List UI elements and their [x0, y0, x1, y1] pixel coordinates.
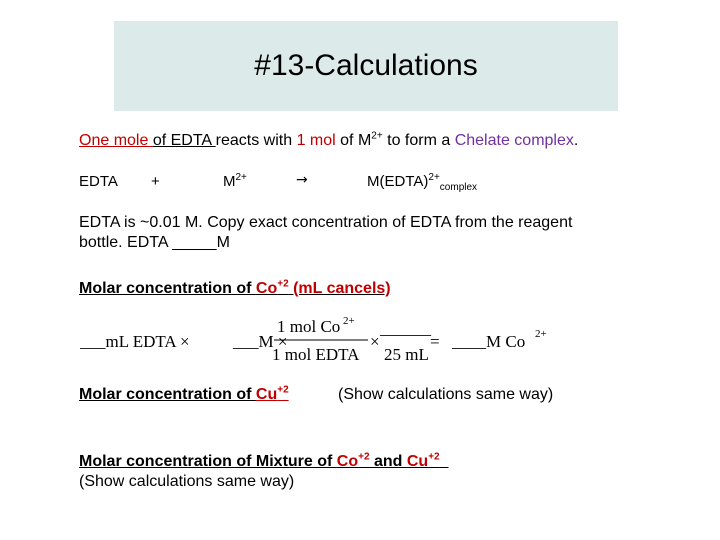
cobalt-symbol: $Co^{+2}$ — [255, 278, 289, 297]
period-text: . — [573, 132, 579, 149]
edta-concentration-line2: bottle. EDTA _____M — [79, 234, 230, 251]
edta-concentration-line1: EDTA is ~0.01 M. Copy exact concentration of EDTA from the reagent — [79, 214, 573, 231]
mixture-heading: Molar concentration of Mixture of $Co^{+2}$ and $Cu^{+2}$ (Show calculations same way) — [79, 452, 449, 492]
reaction-arrow-icon: → — [296, 172, 308, 188]
intro-sentence — [79, 132, 578, 150]
copper-symbol: $Cu^{+2}$ — [255, 384, 289, 403]
chelate-text: Chelate complex — [454, 132, 574, 149]
formula-numerator-charge: 2+ — [343, 315, 355, 327]
mixture-note: (Show calculations same way) — [79, 473, 295, 490]
formula-volume: 25 mL — [384, 345, 429, 364]
formula-times: × — [370, 332, 380, 351]
ml-cancels-text: (mL cancels) — [288, 280, 391, 297]
one-mol-text: 1 mol — [296, 132, 336, 149]
cobalt-heading: Molar concentration of $Co^{+2}$ (mL cancels) — [79, 278, 391, 297]
mix-copper-symbol: $Cu^{+2}$ — [406, 451, 440, 470]
page-title: #13-Calculations — [254, 49, 478, 82]
reaction-product: M(EDTA)$^{2+}_{complex}$ — [367, 172, 478, 193]
formula-result-charge: 2+ — [535, 328, 547, 340]
formula-denominator: 1 mol EDTA — [272, 345, 360, 364]
reacts-with-text: reacts with — [215, 132, 297, 149]
formula-equals: = — [430, 332, 440, 351]
formula-result: ____M Co — [452, 332, 526, 351]
copper-note: (Show calculations same way) — [338, 386, 554, 403]
copper-heading: Molar concentration of $Cu^{+2}$ (Show calculations same way) — [79, 384, 554, 403]
one-mole-text: One mole — [79, 132, 153, 149]
to-form-text: to form a — [382, 132, 455, 149]
formula-numerator: 1 mol Co — [277, 317, 341, 336]
metal-charge: 2+ — [371, 130, 383, 142]
reaction-edta: EDTA — [79, 173, 118, 190]
mix-cobalt-symbol: $Co^{+2}$ — [336, 451, 370, 470]
title-banner — [114, 21, 618, 111]
reaction-metal: $M^{2+}$ — [223, 172, 247, 190]
of-metal-text: of M — [335, 132, 372, 149]
formula-blank-numerator: ______ — [380, 319, 431, 338]
formula-ml-edta: ___mL EDTA × — [80, 332, 190, 351]
cobalt-formula — [80, 312, 560, 370]
reaction-plus: + — [151, 173, 160, 190]
formula-molarity: ___M × — [233, 332, 288, 351]
of-edta-text: of EDTA — [152, 132, 216, 149]
edta-concentration-text — [79, 213, 572, 253]
